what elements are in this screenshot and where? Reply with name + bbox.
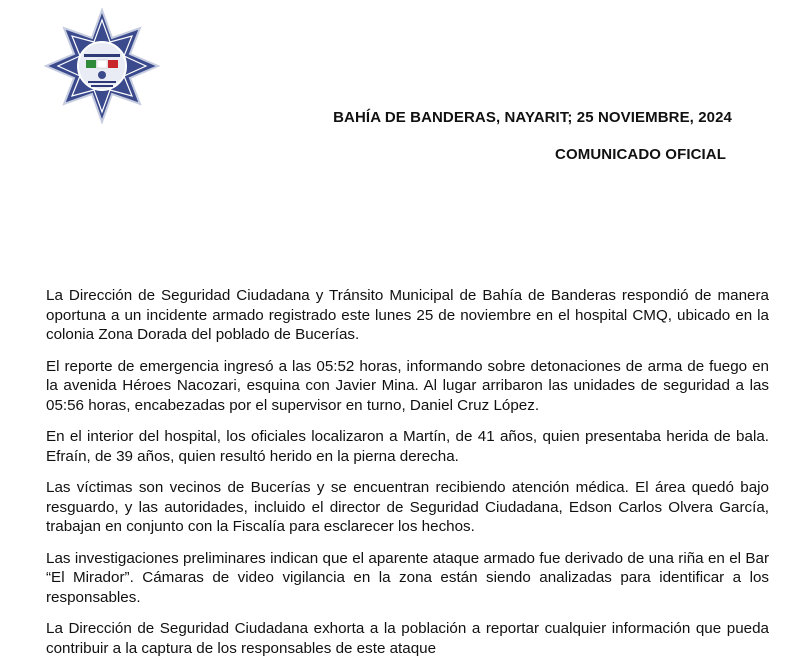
paragraph-5: Las investigaciones preliminares indican que el aparente ataque armado fue derivado de una riña en el Bar “El Mirador”. Cámaras de video vigilancia en la zona están siendo analizadas para identificar a los responsables. <box>46 549 769 606</box>
paragraph-1: La Dirección de Seguridad Ciudadana y Tránsito Municipal de Bahía de Banderas respondió de manera oportuna a un incidente armado registrado este lunes 25 de noviembre en el hospital CMQ, ubicado en la colonia Zona Dorada del poblado de Bucerías. <box>46 287 769 343</box>
paragraph-4: Las víctimas son vecinos de Bucerías y se encuentran recibiendo atención médica. El área quedó bajo resguardo, y las autoridades, incluido el director de Seguridad Ciudadana, Edson Carlos Olvera García, trabajan en conjunto con la Fiscalía para esclarecer los hechos. <box>46 479 769 535</box>
paragraph-6: La Dirección de Seguridad Ciudadana exhorta a la población a reportar cualquier información que pueda contribuir a la captura de los responsables de este ataque <box>46 620 769 657</box>
location-date-heading: BAHÍA DE BANDERAS, NAYARIT; 25 NOVIEMBRE, 2024 <box>333 109 732 126</box>
police-star-badge-icon <box>44 8 160 124</box>
paragraph-2: El reporte de emergencia ingresó a las 05:52 horas, informando sobre detonaciones de arma de fuego en la avenida Héroes Nacozari, esquina con Javier Mina. Al lugar arribaron las unidades de seguridad a las 05:56 horas, encabezadas por el supervisor en turno, Daniel Cruz López. <box>46 357 769 414</box>
communique-title: COMUNICADO OFICIAL <box>555 146 726 163</box>
police-star-logo <box>44 8 160 124</box>
paragraph-3: En el interior del hospital, los oficiales localizaron a Martín, de 41 años, quien presentaba herida de bala. Efraín, de 39 años, quien resultó herido en la pierna derecha. <box>46 428 769 465</box>
communique-body <box>46 286 769 670</box>
